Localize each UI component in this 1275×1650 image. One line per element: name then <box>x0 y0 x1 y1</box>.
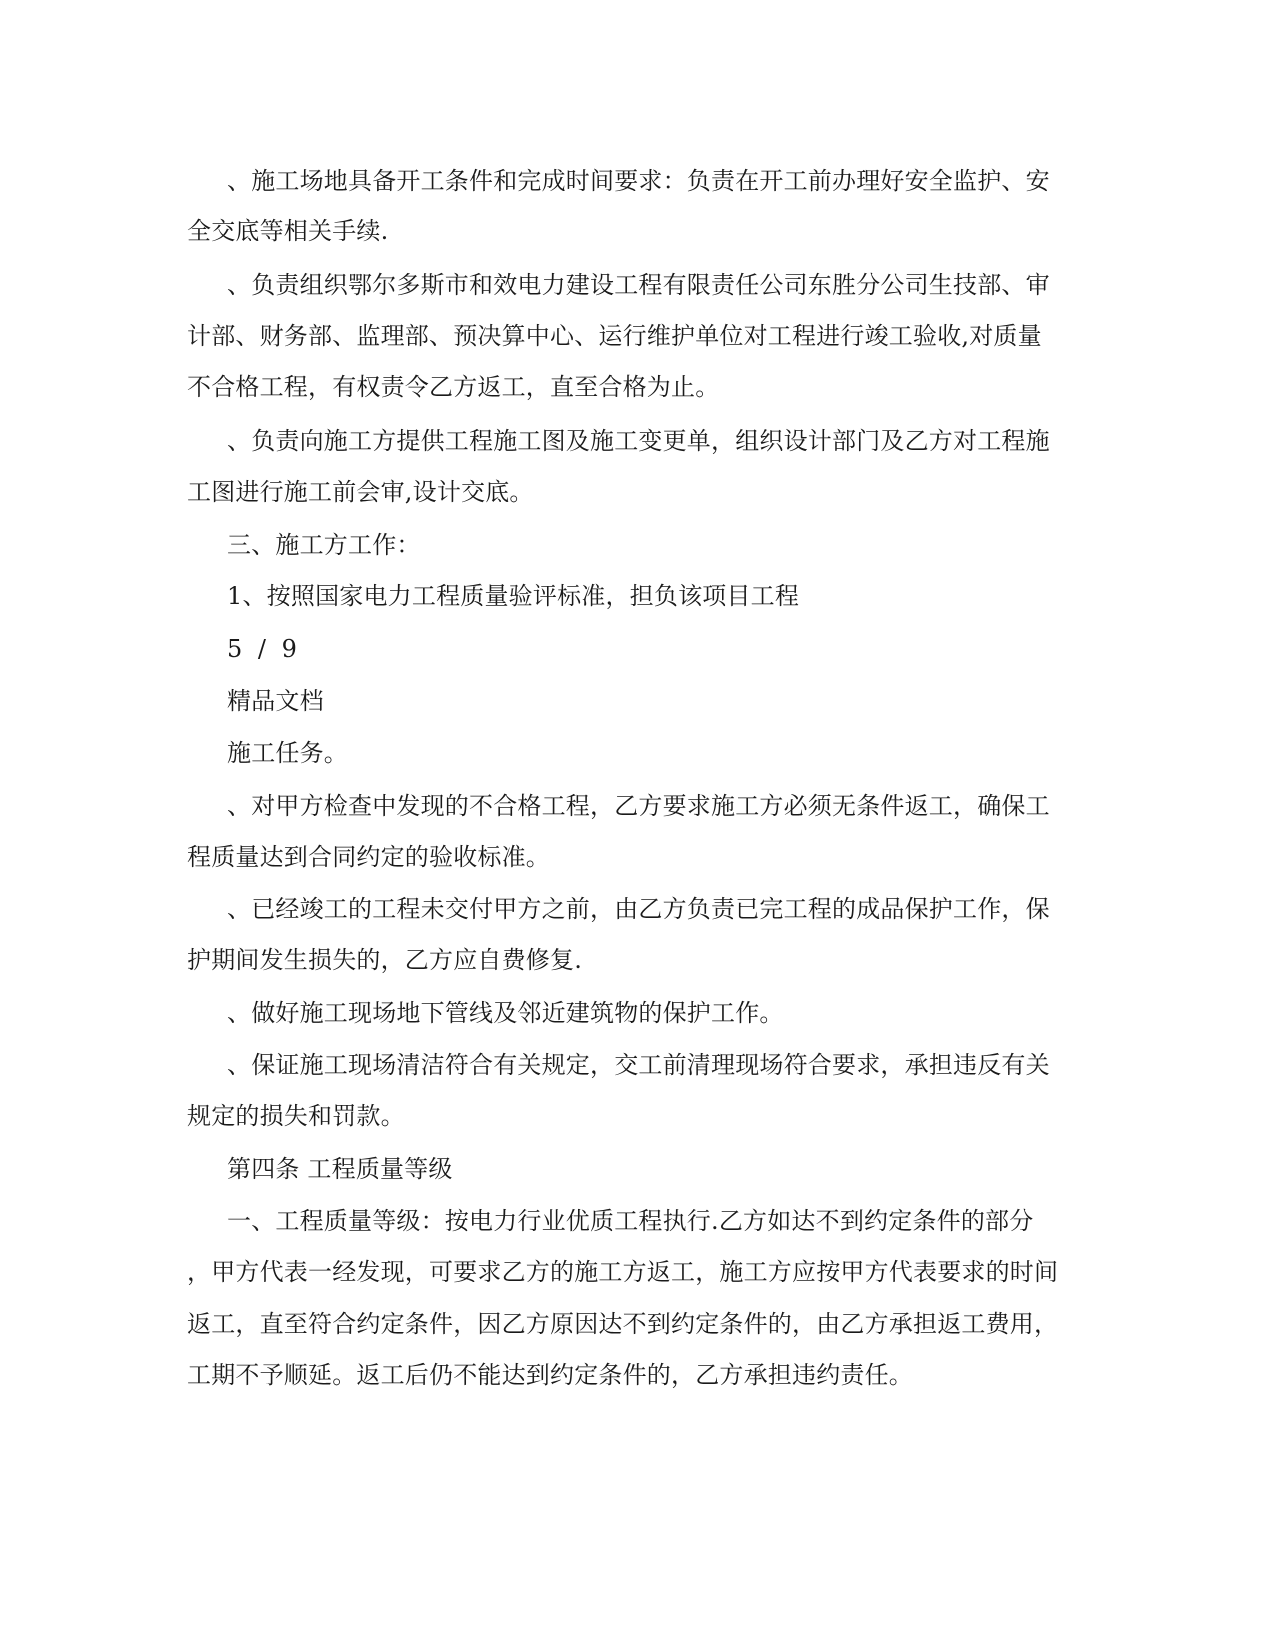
paragraph-line: 、施工场地具备开工条件和完成时间要求：负责在开工前办理好安全监护、安 <box>227 167 1050 195</box>
paragraph-line: 、负责组织鄂尔多斯市和效电力建设工程有限责任公司东胜分公司生技部、审 <box>227 271 1050 299</box>
watermark-text: 精品文档 <box>227 687 324 715</box>
paragraph-line: 、保证施工现场清洁符合有关规定，交工前清理现场符合要求，承担违反有关 <box>227 1051 1050 1079</box>
paragraph-line: 、做好施工现场地下管线及邻近建筑物的保护工作。 <box>227 999 784 1027</box>
paragraph-line: 工期不予顺延。返工后仍不能达到约定条件的，乙方承担违约责任。 <box>187 1361 913 1389</box>
paragraph-line: 施工任务。 <box>227 739 348 767</box>
paragraph-line: 、对甲方检查中发现的不合格工程，乙方要求施工方必须无条件返工，确保工 <box>227 792 1050 820</box>
paragraph-line: 、已经竣工的工程未交付甲方之前，由乙方负责已完工程的成品保护工作，保 <box>227 895 1050 923</box>
paragraph-line: ，甲方代表一经发现，可要求乙方的施工方返工，施工方应按甲方代表要求的时间 <box>187 1258 1059 1286</box>
paragraph-line: 计部、财务部、监理部、预决算中心、运行维护单位对工程进行竣工验收,对质量 <box>187 322 1042 350</box>
paragraph-line: 一、工程质量等级：按电力行业优质工程执行.乙方如达不到约定条件的部分 <box>227 1207 1034 1235</box>
paragraph-line: 、负责向施工方提供工程施工图及施工变更单，组织设计部门及乙方对工程施 <box>227 427 1050 455</box>
paragraph-line: 返工，直至符合约定条件，因乙方原因达不到约定条件的，由乙方承担返工费用， <box>187 1310 1059 1338</box>
paragraph-line: 全交底等相关手续. <box>187 217 389 245</box>
paragraph-line: 护期间发生损失的，乙方应自费修复. <box>187 946 583 974</box>
paragraph-line: 1、按照国家电力工程质量验评标准，担负该项目工程 <box>227 582 800 610</box>
paragraph-line: 规定的损失和罚款。 <box>187 1102 405 1130</box>
paragraph-line: 工图进行施工前会审,设计交底。 <box>187 478 534 506</box>
paragraph-line: 程质量达到合同约定的验收标准。 <box>187 843 550 871</box>
page-number: 5 / 9 <box>227 635 301 663</box>
article-heading: 第四条 工程质量等级 <box>227 1155 453 1183</box>
paragraph-line: 不合格工程，有权责令乙方返工，直至合格为止。 <box>187 373 720 401</box>
section-heading: 三、施工方工作： <box>227 531 421 559</box>
